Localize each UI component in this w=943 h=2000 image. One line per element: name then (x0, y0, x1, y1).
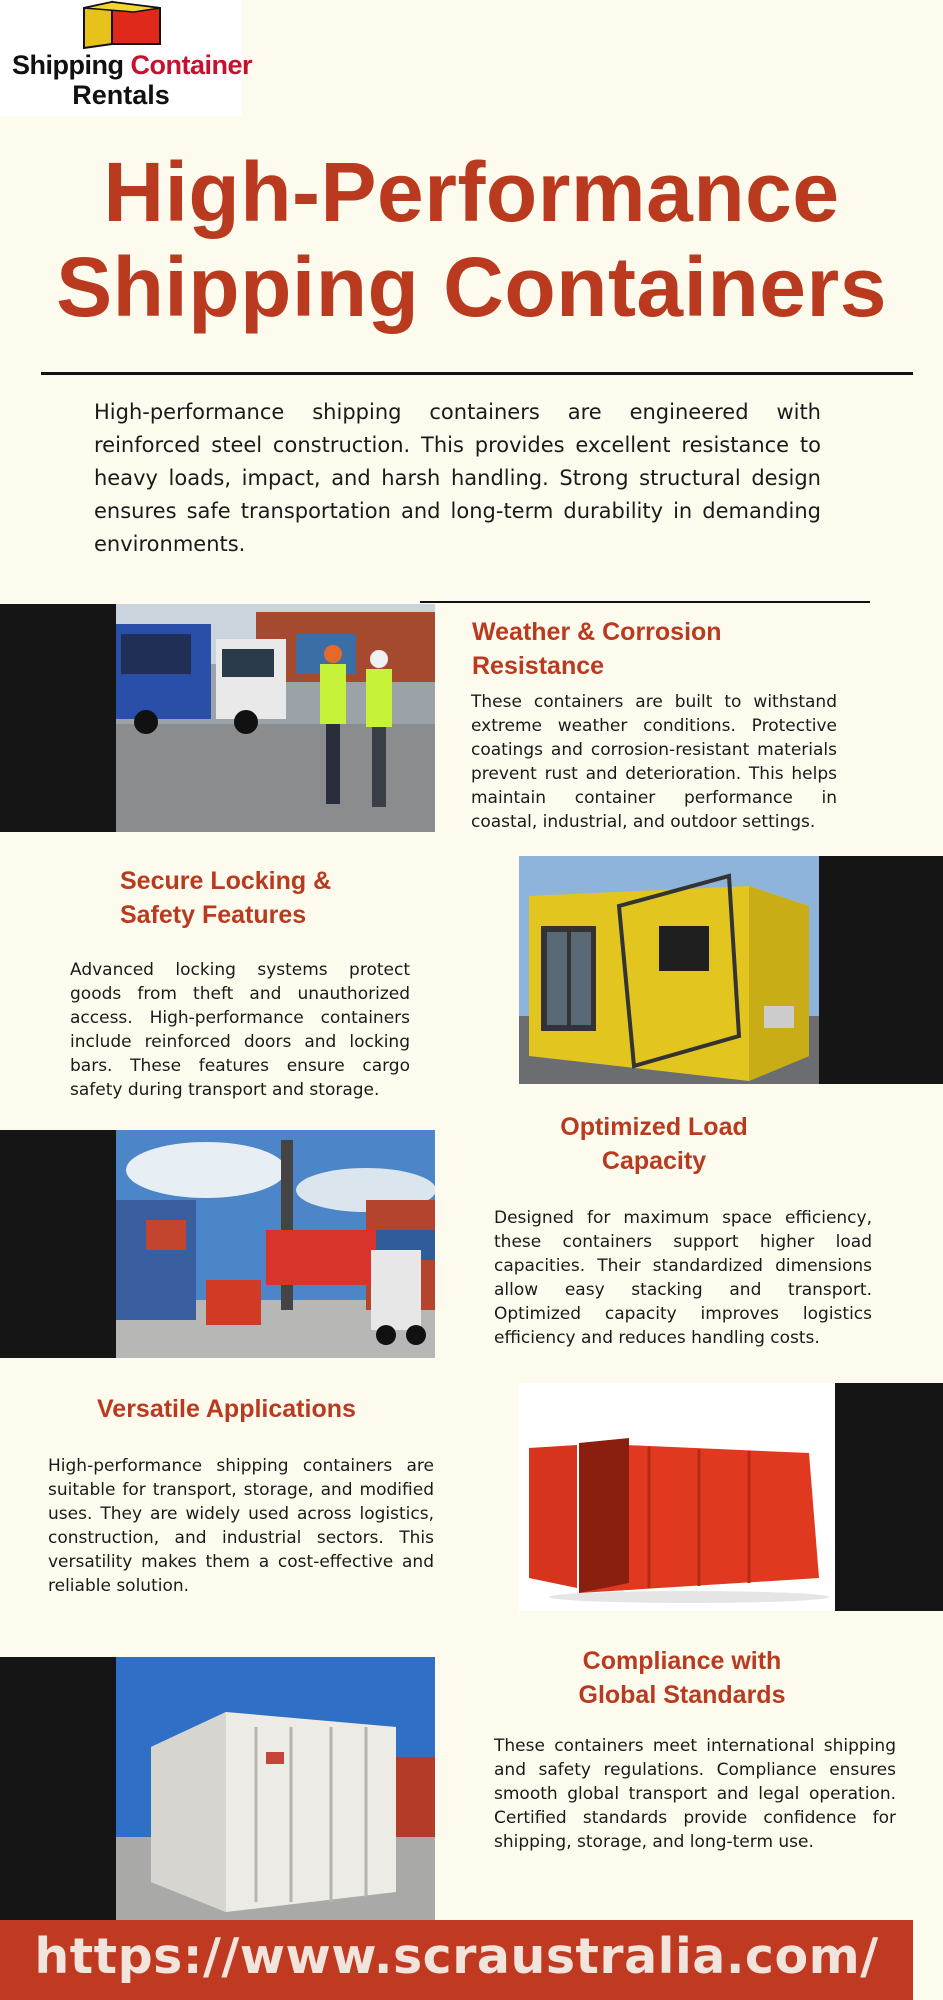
brand-logo[interactable] (0, 0, 253, 116)
section-body: Designed for maximum space efficiency, these containers support higher load capacities. Their standardized dimensions allow easy stacking and transport. Optimized capacity improves logistics efficiency and reduces handling costs. (494, 1208, 872, 1348)
section-title: Optimized Load Capacity (560, 1113, 748, 1175)
logo-text-rentals: Rentals (72, 80, 170, 110)
page-title-line-1: High-Performance (103, 145, 840, 239)
divider (420, 601, 870, 603)
stacked-container-icon (52, 0, 164, 50)
logo-text: Shipping Container (12, 50, 253, 80)
section-title: Compliance with Global Standards (578, 1647, 786, 1709)
section-body: Advanced locking systems protect goods from theft and unauthorized access. High-performance containers include reinforced doors and locking bars. These features ensure cargo safety during transport and storage. (70, 960, 410, 1100)
divider (41, 372, 913, 375)
website-link[interactable]: https://www.scraustralia.com/ (34, 1928, 879, 1985)
decor-bar (819, 856, 943, 1084)
section-title: Versatile Applications (97, 1395, 356, 1423)
section-title: Secure Locking & Safety Features (120, 867, 332, 929)
decor-bar (835, 1383, 943, 1611)
decor-bar (0, 1657, 118, 1920)
section-body: High-performance shipping containers are suitable for transport, storage, and modified uses. They are widely used across logistics, construction, and industrial sectors. This versatility makes them a cost-effective and reliable solution. (48, 1456, 434, 1596)
section-body: These containers are built to withstand extreme weather conditions. Protective coatings and corrosion-resistant materials prevent rust and deterioration. This helps maintain container performance in coastal, industrial, and outdoor settings. (471, 692, 837, 832)
photo-red-container (519, 1383, 837, 1611)
page-title-line-2: Shipping Containers (56, 240, 887, 334)
decor-bar (0, 1130, 118, 1358)
section-title: Weather & Corrosion Resistance (472, 618, 722, 680)
photo-trucks-workers (116, 604, 435, 832)
photo-white-container (116, 1657, 435, 1920)
decor-bar (0, 604, 118, 832)
photo-container-port (116, 1130, 435, 1358)
photo-yellow-container (519, 856, 821, 1084)
section-body: These containers meet international shipping and safety regulations. Compliance ensures smooth global transport and legal operation. Certified standards provide confidence for shipping, storage, and long-term use. (494, 1736, 896, 1852)
intro-paragraph: High-performance shipping containers are engineered with reinforced steel construction. This provides excellent resistance to heavy loads, impact, and harsh handling. Strong structural design ensures safe transportation and long-term durability in demanding environments. (94, 400, 821, 556)
